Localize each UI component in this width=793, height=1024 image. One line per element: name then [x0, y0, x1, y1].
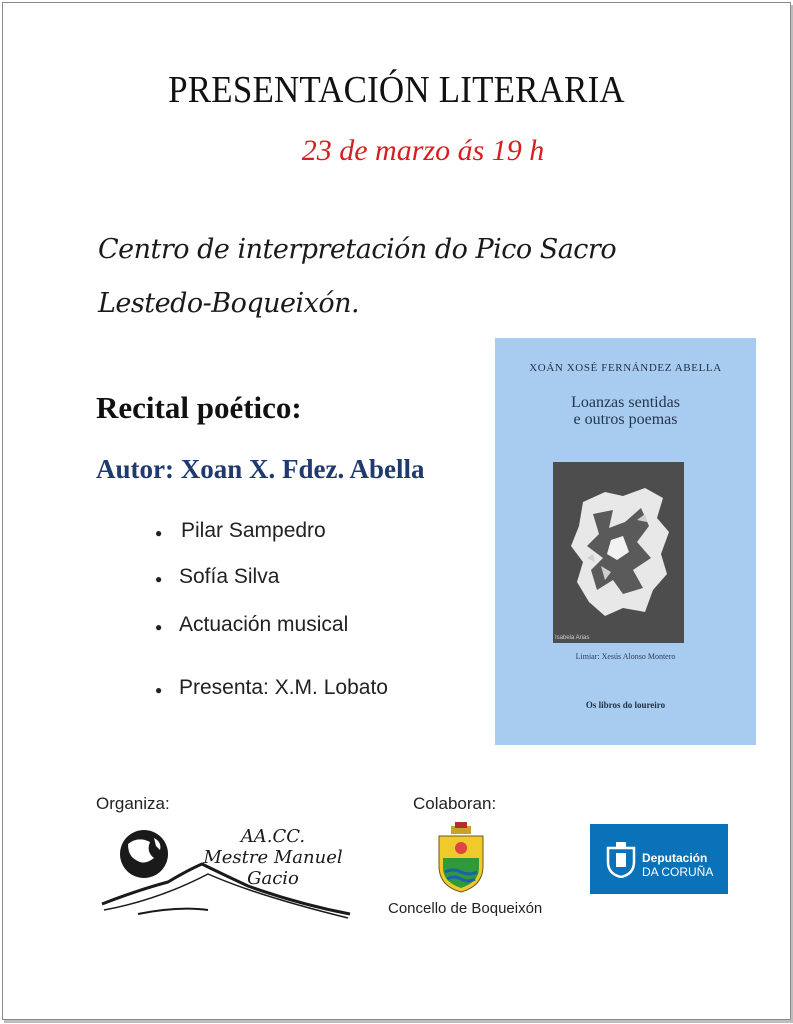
book-title: Loanzas sentidas e outros poemas — [571, 394, 680, 428]
concello-label: Concello de Boqueixón — [388, 900, 543, 917]
recital-heading: Recital poético: — [96, 390, 302, 425]
venue-line-2: Lestedo-Boqueixón. — [98, 288, 360, 319]
deputacion-line-2: DA CORUÑA — [642, 865, 714, 879]
art-caption: Isabela Arias — [555, 635, 590, 641]
galicia-map-illustration — [553, 462, 684, 643]
deputacion-crest-icon — [604, 840, 638, 878]
venue-line-1: Centro de interpretación do Pico Sacro — [98, 234, 617, 265]
organizer-logo — [98, 822, 360, 922]
concello-coat-of-arms — [433, 822, 489, 894]
book-author: XOÁN XOSÉ FERNÁNDEZ ABELLA — [529, 362, 722, 374]
organiza-label: Organiza: — [96, 794, 170, 813]
book-publisher: Os libros do loureiro — [585, 700, 666, 710]
cover-artwork — [553, 462, 684, 643]
event-date: 23 de marzo ás 19 h — [301, 134, 545, 167]
organizer-name: AA.CC. Mestre Manuel Gacio — [203, 826, 343, 889]
shield-icon — [433, 822, 489, 894]
colaboran-label: Colaboran: — [413, 794, 497, 813]
book-limiar: Limiar: Xesús Alonso Montero — [575, 652, 676, 661]
page-title: PRESENTACIÓN LITERARIA — [168, 69, 625, 111]
book-cover — [495, 338, 756, 745]
author-line: Autor: Xoan X. Fdez. Abella — [96, 454, 425, 484]
deputacion-logo — [590, 824, 728, 894]
deputacion-line-1: Deputación — [642, 851, 708, 865]
